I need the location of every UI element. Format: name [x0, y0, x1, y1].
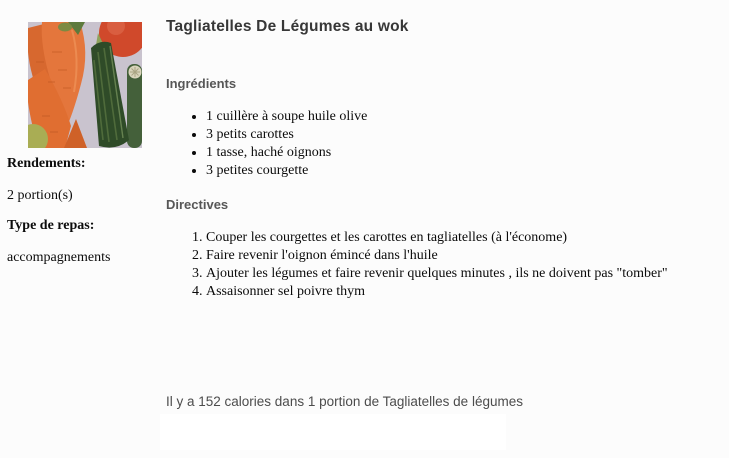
page-title: Tagliatelles De Légumes au wok — [166, 18, 409, 35]
directive-step: 1. Couper les courgettes et les carottes en tagliatelles (à l'économe) — [206, 229, 668, 247]
yield-label: Rendements: — [7, 156, 86, 171]
calorie-widget-placeholder — [160, 414, 506, 450]
directives-list — [166, 229, 668, 301]
yield-value: 2 portion(s) — [7, 188, 73, 203]
recipe-photo — [28, 22, 142, 148]
ingredient-item: • 1 tasse, haché oignons — [206, 144, 367, 162]
vegetables-illustration — [28, 22, 142, 148]
ingredients-heading: Ingrédients — [166, 76, 237, 91]
ingredient-item: • 3 petites courgette — [206, 162, 367, 180]
ingredient-item: • 3 petits carottes — [206, 126, 367, 144]
small-zucchini-illustration — [127, 64, 142, 148]
directive-step: 3. Ajouter les légumes et faire revenir quelques minutes , ils ne doivent pas "tomber" — [206, 265, 668, 283]
meal-type-label: Type de repas: — [7, 218, 95, 233]
ingredients-list — [166, 108, 367, 180]
meal-type-value: accompagnements — [7, 250, 111, 265]
ingredient-item: • 1 cuillère à soupe huile olive — [206, 108, 367, 126]
directives-heading: Directives — [166, 197, 229, 212]
calories-note: Il y a 152 calories dans 1 portion de Tagliatelles de légumes — [166, 394, 523, 409]
directive-step: 2. Faire revenir l'oignon émincé dans l'huile — [206, 247, 668, 265]
directive-step: 4. Assaisonner sel poivre thym — [206, 283, 668, 301]
